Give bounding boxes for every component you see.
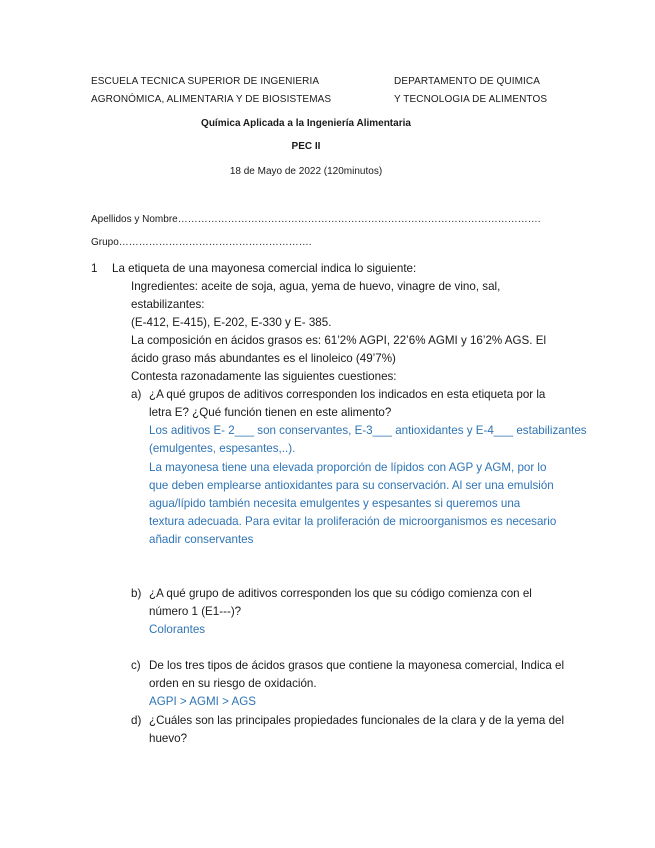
school-name-line2: AGRONÓMICA, ALIMENTARIA Y DE BIOSISTEMAS [91,94,332,105]
item-b-question-line2: número 1 (E1--‐)? [149,605,242,618]
item-c-question-line2: orden en su riesgo de oxidación. [149,677,317,690]
item-a-answer-line1: Los aditivos E- 2___ son conservantes, E-3___ antioxidantes y E-4___ estabilizantes [149,424,587,437]
item-d-marker: d) [131,714,142,727]
item-d-question-line1: ¿Cuáles son las principales propiedades funcionales de la clara y de la yema del [149,714,565,727]
ingredients-line1: Ingredientes: aceite de soja, agua, yema de huevo, vinagre de vino, sal, [131,280,501,293]
name-field: Apellidos y Nombre………………………………………………………………………………………………. [91,214,541,225]
item-a-answer-line6: textura adecuada. Para evitar la proliferación de microorganismos es necesario [149,515,557,528]
item-c-question-line1: De los tres tipos de ácidos grasos que contiene la mayonesa comercial, Indica el [149,659,565,672]
item-a-marker: a) [131,388,142,401]
item-b-answer: Colorantes [149,623,206,636]
department-line2: Y TECNOLOGIA DE ALIMENTOS [394,94,548,105]
item-a-answer-line5: agua/lípido también necesita emulgentes y espesantes si queremos una [149,497,521,510]
group-field: Grupo…………………………………………………. [91,237,312,248]
item-a-question-line2: letra E? ¿Qué función tienen en este alimento? [149,406,392,419]
item-a-answer-line4: que deben emplearse antioxidantes para su conservación. Al ser una emulsión [149,479,554,492]
composition-line2: ácido graso más abundantes es el linoleico (49’7%) [131,352,396,365]
course-title: Química Aplicada a la Ingeniería Alimentaria [201,118,411,129]
ingredients-line2: estabilizantes: [131,298,205,311]
instruction: Contesta razonadamente las siguientes cuestiones: [131,370,397,383]
question-intro: La etiqueta de una mayonesa comercial indica lo siguiente: [112,262,417,275]
item-c-marker: c) [131,659,141,672]
item-a-answer-line7: añadir conservantes [149,533,254,546]
item-b-question-line1: ¿A qué grupo de aditivos corresponden los que su código comienza con el [149,587,532,600]
item-a-answer-line3: La mayonesa tiene una elevada proporción de lípidos con AGP y AGM, por lo [149,461,547,474]
ingredients-line3: (E-412, E-415), E-202, E-330 y E- 385. [131,316,332,329]
exam-title: PEC II [291,141,321,152]
composition-line1: La composición en ácidos grasos es: 61’2% AGPI, 22’6% AGMI y 16’2% AGS. El [131,334,547,347]
item-a-answer-line2: (emulgentes, espesantes,..). [149,442,296,455]
question-number: 1 [91,262,98,275]
item-c-answer: AGPI > AGMI > AGS [149,695,256,708]
department-line1: DEPARTAMENTO DE QUIMICA [394,76,541,87]
exam-date: 18 de Mayo de 2022 (120minutos) [229,166,383,177]
item-b-marker: b) [131,587,142,600]
school-name-line1: ESCUELA TECNICA SUPERIOR DE INGENIERIA [91,76,320,87]
item-a-question-line1: ¿A qué grupos de aditivos corresponden los indicados en esta etiqueta por la [149,388,546,401]
item-d-question-line2: huevo? [149,732,188,745]
